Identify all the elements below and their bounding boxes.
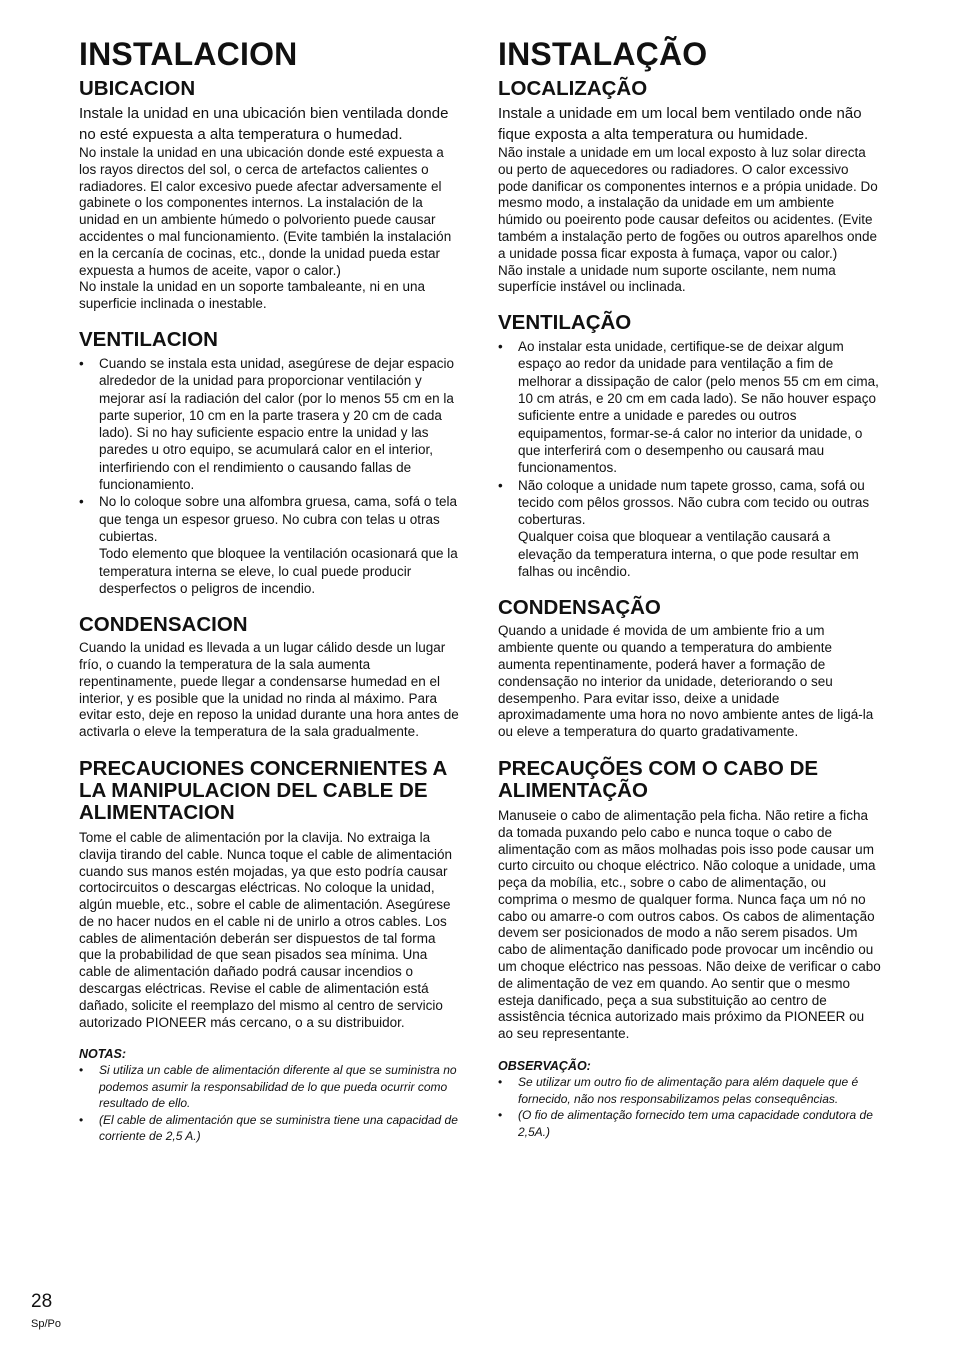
notes-title-pt: OBSERVAÇÃO:: [498, 1059, 591, 1074]
ubicacion-paragraph-1: No instale la unidad en una ubicación donde esté expuesta a los rayos directos del sol, o cerca de artefactos calientes o radiadores. El calor excesivo puede afectar adversamente el gabinete o los componentes internos. La instalación de la unidad en un ambiente húmedo o polvoriento puede causar accidentes o mal funcionamiento. (Evite también la instalación en la cercanía de cocinas, etc., donde la unidad pueda estar expuesta a humos de aceite, vapor o calor.): [79, 145, 452, 278]
localizacao-lead: Instale a unidade em um local bem ventilado onde não fique exposta a alta temperatura ou humidade.: [498, 105, 862, 143]
list-item: [498, 338, 881, 476]
page-language-code: Sp/Po: [31, 1318, 61, 1330]
heading-ubicacion: UBICACION: [79, 77, 196, 100]
ventilacao-item-2: Não coloque a unidade num tapete grosso, cama, sofá ou tecido com pêlos grossos. Não cubra com tecido ou outras coberturas.: [518, 477, 870, 528]
list-item: [498, 477, 881, 581]
list-item: [79, 1062, 459, 1112]
page-number: 28: [31, 1291, 53, 1312]
condensacion-text: Cuando la unidad es llevada a un lugar cálido desde un lugar frío, o cuando la temperatura de la sala aumenta repentinamente, puede llegar a condensarse humedad en el interior, y es posible que la unidad no rinda al máximo. Para evitar esto, deje en reposo la unidad durante una hora antes de activarla o eleve la temperatura de la sala gradualmente.: [79, 640, 459, 740]
heading-ventilacion: VENTILACION: [79, 327, 218, 351]
list-item: [79, 493, 459, 597]
notes-list-pt: [498, 1074, 881, 1140]
note-2-pt: (O fio de alimentação fornecido tem uma capacidade condutora de 2,5A.): [518, 1108, 873, 1139]
list-item: [79, 355, 459, 493]
ubicacion-paragraph-2: No instale la unidad en un soporte tambaleante, ni en una superficie inclinada o inestable.: [79, 279, 425, 312]
heading-condensacion: CONDENSACION: [79, 613, 248, 637]
ventilacion-list: [79, 355, 459, 597]
ventilacion-item-2: No lo coloque sobre una alfombra gruesa, cama, sofá o tela que tenga un espesor grueso. No cubra con telas u otras cubiertas.: [99, 494, 457, 544]
page-title-pt: INSTALAÇÃO: [498, 36, 708, 72]
heading-condensacao: CONDENSAÇÃO: [498, 596, 661, 620]
ventilacao-item-1: Ao instalar esta unidade, certifique-se de deixar algum espaço ao redor da unidade para ventilação a fim de melhorar a dissipação de calor (pelo menos 55 cm em cima, 10 cm atrás, e 20 cm em cada lado). Se não houver espaço suficiente entre a unidade e paredes ou outros equipamentos, formar-se-á calor no interior da unidade, o que interferirá com o desempenho ou causará mau funcionamentos.: [518, 339, 879, 476]
condensacao-text: Quando a unidade é movida de um ambiente frio a um ambiente quente ou quando a temperatura do ambiente aumenta repentinamente, poderá haver a formação de condensação no interior da unidade, deteriorando o seu desempenho. Para evitar isso, deixe a unidade aproximadamente uma hora no novo ambiente antes de ligá-la ou eleve a temperatura do quarto gradativamente.: [498, 623, 874, 740]
localizacao-paragraph-2: Não instale a unidade num suporte oscilante, nem numa superfície instável ou inclinada.: [498, 262, 836, 295]
note-1-es: Si utiliza un cable de alimentación diferente al que se suministra no podemos asumir la responsabilidad de lo que pueda ocurrir como resultado de ello.: [99, 1063, 457, 1111]
cable-text: Tome el cable de alimentación por la clavija. No extraiga la clavija tirando del cable. Nunca toque el cable de alimentación cuando sus manos estén mojadas, ya que esto podría causar cortocircuitos o descargas eléctricas. No coloque la unidad, algún mueble, etc., sobre el cable de alimentación. Asegúrese de no hacer nudos en el cable ni de unirlo a otros cables. Los cables de alimentación deberán ser dispuestos de tal forma que la probabilidad de que sean pisados sea mínima. Una cable de alimentación dañado podrá causar incendios o descargas eléctricas. Revise el cable de alimentación está dañado, solicite el reemplazo del mismo al centro de servicio autorizado PIONEER más cercano, o a su distribuidor.: [79, 829, 452, 1030]
list-item: [498, 1074, 881, 1107]
column-portuguese: [498, 36, 881, 1140]
ventilacao-list: [498, 338, 881, 580]
note-2-es: (El cable de alimentación que se suministra tiene una capacidad de corriente de 2,5 A.): [99, 1112, 458, 1144]
ventilacao-item-2-detail: Qualquer coisa que bloquear a ventilação causará a elevação da temperatura interna, o que pode resultar em falhas ou incêndio.: [518, 529, 859, 580]
list-item: [498, 1107, 881, 1140]
list-item: [79, 1112, 459, 1145]
ventilacion-item-1: Cuando se instala esta unidad, asegúrese de dejar espacio alrededor de la unidad para proporcionar ventilación y mejorar así la radiación del calor (por lo menos 55 cm en la parte superior, 10 cm en la parte trasera y 20 cm de cada lado). Si no hay suficiente espacio entre la unidad y las paredes u otro equipo, se acumulará calor en el interior, interfiriendo con el rendimiento o causando fallas de funcionamiento.: [99, 355, 454, 493]
notes-list-es: [79, 1062, 459, 1145]
column-spanish: [79, 36, 459, 1145]
ubicacion-lead: Instale la unidad en una ubicación bien ventilada donde no esté expuesta a alta temperatura o humedad.: [79, 105, 449, 143]
cabo-text: Manuseie o cabo de alimentação pela ficha. Não retire a ficha da tomada puxando pelo cabo e nunca toque o cabo de alimentação com as mãos molhadas pois isso pode causar um curto circuito ou choque eléctrico. Não coloque a unidade, uma peça da mobília, etc., sobre o cabo de alimentação, ou comprima o mesmo de qualquer forma. Nunca faça um nó no cabo ou amarre-o com outros cabos. Os cabos de alimentação devem ser posicionados de modo a não serem pisados. Um cabo de alimentação danificado pode provocar um incêndio ou um choque eléctrico nas pessoas. Não deixe de verificar o cabo de alimentação de vez em quando. Ao sentir que o mesmo esteja danificado, peça a sua substituição ao centro de assistência técnica autorizado mais próximo da PIONEER ou ao seu representante.: [498, 807, 881, 1042]
heading-ventilacao: VENTILAÇÃO: [498, 311, 632, 335]
ventilacion-item-2-detail: Todo elemento que bloquee la ventilación ocasionará que la temperatura interna se eleve, lo cual puede producir desperfectos o peligros de incendio.: [99, 546, 458, 596]
localizacao-paragraph-1: Não instale a unidade em um local exposto à luz solar directa ou perto de aquecedores ou radiadores. O calor excessivo pode danificar os componentes internos e a própia unidade. Do mesmo modo, a instalação da unidade em um ambiente húmido ou poeirento pode causar defeitos ou acidentes. (Evite também a instalação perto de fogões ou outros aparelhos onde a unidade possa ficar exposta à fumaça, vapor ou calor.): [498, 145, 878, 261]
notes-title-es: NOTAS:: [79, 1047, 126, 1062]
heading-localizacao: LOCALIZAÇÃO: [498, 77, 648, 100]
heading-cabo: PRECAUÇÕES COM O CABO DE ALIMENTAÇÃO: [498, 756, 819, 802]
heading-cable: PRECAUCIONES CONCERNIENTES A LA MANIPULACION DEL CABLE DE ALIMENTACION: [79, 756, 447, 824]
page-title-es: INSTALACION: [79, 36, 298, 72]
note-1-pt: Se utilizar um outro fio de alimentação para além daquele que é fornecido, não nos responsabilizamos pelas consequências.: [518, 1075, 859, 1106]
